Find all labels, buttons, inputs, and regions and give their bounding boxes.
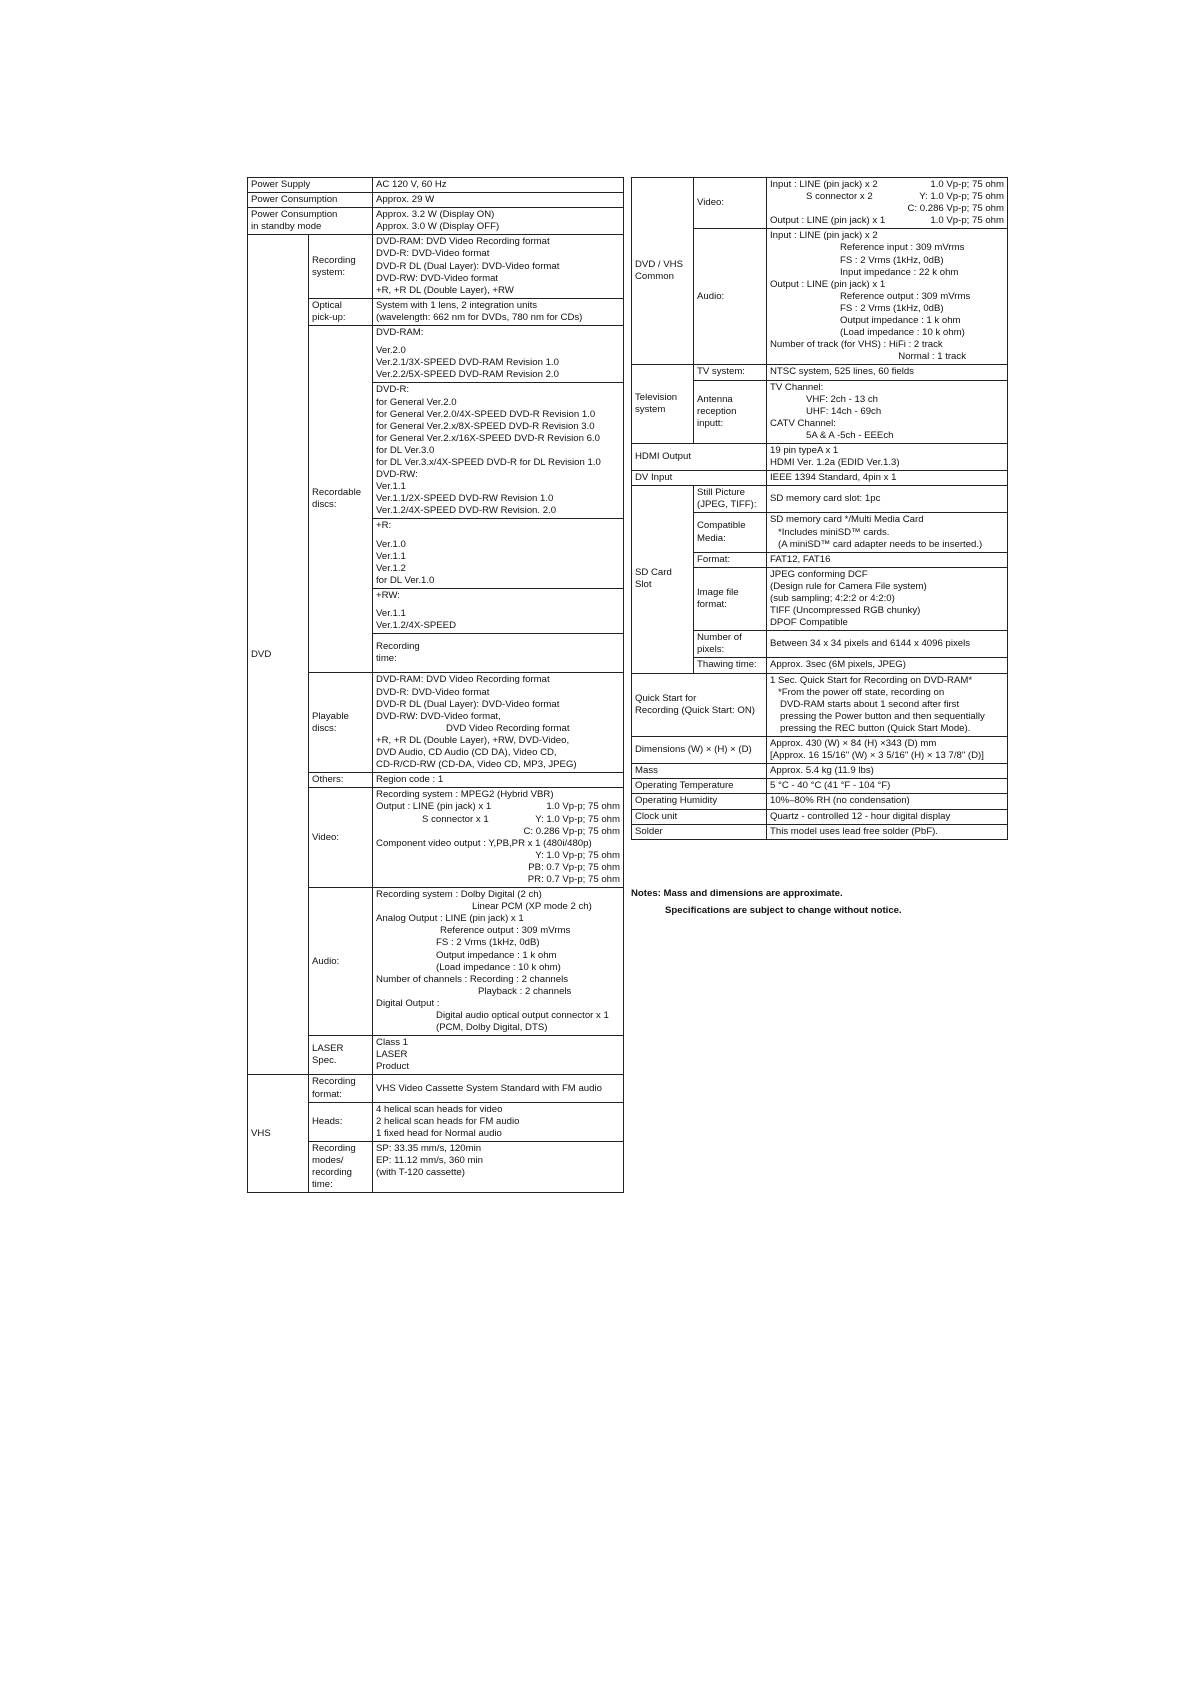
text-line: Digital Output : — [376, 997, 440, 1009]
text-line: Output : LINE (pin jack) x 1 — [770, 278, 886, 290]
text-line — [770, 179, 1004, 191]
text-line: DVD-RW: — [376, 469, 418, 481]
label-optical — [309, 298, 373, 325]
label-vhs-heads: Heads: — [309, 1102, 373, 1141]
label-antenna — [694, 380, 767, 443]
label-optical-2: pick-up: — [312, 311, 346, 323]
row-power-consumption — [248, 193, 624, 208]
text-line: SD Card — [635, 567, 672, 579]
text-line: [Approx. 16 15/16" (W) × 3 5/16" (H) × 13 7/8" (D)] — [770, 750, 984, 762]
value-playable — [373, 673, 624, 773]
text-line: pressing the REC button (Quick Start Mode). — [780, 722, 971, 734]
text-line: system — [635, 404, 666, 416]
text-line: for General Ver.2.0 — [376, 396, 457, 408]
text-line: DVD-R: DVD-Video format — [376, 248, 490, 260]
text-line: Recording system : MPEG2 (Hybrid VBR) — [376, 789, 554, 801]
text-line: for General Ver.2.0/4X-SPEED DVD-R Revision 1.0 — [376, 408, 596, 420]
text-line: Recording system : Dolby Digital (2 ch) — [376, 889, 542, 901]
row-tv-system — [632, 365, 1008, 380]
text-line: Ver.1.1 — [376, 550, 406, 562]
value-antenna — [767, 380, 1008, 443]
text-line: (A miniSD™ card adapter needs to be inserted.) — [778, 538, 983, 550]
value-solder: This model uses lead free solder (PbF). — [767, 824, 1008, 839]
label-image-file — [694, 567, 767, 630]
value-vhs-rec-format: VHS Video Cassette System Standard with FM audio — [373, 1075, 624, 1102]
label-recordable-2: discs: — [312, 499, 337, 511]
label-recording-time — [373, 634, 624, 673]
label-video: Video: — [309, 788, 373, 888]
text-line: Input : LINE (pin jack) x 2 — [770, 230, 878, 242]
text-line: TIFF (Uncompressed RGB chunky) — [770, 605, 921, 617]
text-line: C: 0.286 Vp-p; 75 ohm — [907, 203, 1004, 215]
label-recording-time-1: Recording — [376, 641, 420, 653]
text-line: (PCM, Dolby Digital, DTS) — [436, 1022, 548, 1034]
text-line: Component video output : Y,PB,PR x 1 (480i/480p) — [376, 837, 592, 849]
label-recording-system-1: Recording — [312, 254, 356, 266]
text-line: (Design rule for Camera File system) — [770, 580, 927, 592]
value-others: Region code : 1 — [373, 773, 624, 788]
label-hdmi: HDMI Output — [632, 443, 767, 470]
text-line: DVD-R: — [376, 384, 410, 396]
text-line: DVD Video Recording format — [446, 722, 570, 734]
value-standby — [373, 208, 624, 235]
value-recording-system — [373, 235, 624, 298]
text-line: Recording (Quick Start: ON) — [635, 704, 755, 716]
text-line: Ver.1.1/2X-SPEED DVD-RW Revision 1.0 — [376, 493, 554, 505]
value-dimensions — [767, 737, 1008, 764]
value-video — [373, 788, 624, 888]
text-line: modes/ — [312, 1155, 344, 1167]
text-line: DVD-RAM: DVD Video Recording format — [376, 674, 550, 686]
label-sd-card — [632, 486, 694, 673]
value-recordable-plusr — [373, 519, 624, 588]
row-hdmi — [632, 443, 1008, 470]
text-line: 19 pin typeA x 1 — [770, 444, 839, 456]
row-solder — [632, 824, 1008, 839]
text-line: DVD / VHS — [635, 259, 683, 271]
text-line: (sub sampling; 4:2:2 or 4:2:0) — [770, 593, 895, 604]
label-power-supply: Power Supply — [248, 178, 373, 193]
text-line: for General Ver.2.x/8X-SPEED DVD-R Revision 3.0 — [376, 420, 595, 432]
text-line: Ver.2.0 — [376, 345, 406, 357]
label-clock: Clock unit — [632, 809, 767, 824]
text-line: Recording — [312, 1142, 356, 1154]
label-audio: Audio: — [309, 888, 373, 1036]
label-others: Others: — [309, 773, 373, 788]
text-line: Ver.2.1/3X-SPEED DVD-RAM Revision 1.0 — [376, 357, 559, 369]
value-standby-1: Approx. 3.2 W (Display ON) — [376, 209, 495, 221]
text-line: DVD-RW: DVD-Video format, — [376, 710, 501, 722]
text-line: DVD Audio, CD Audio (CD DA), Video CD, — [376, 747, 557, 759]
value-op-humidity: 10%–80% RH (no condensation) — [767, 794, 1008, 809]
row-recording-system — [248, 235, 624, 298]
text-line: Ver.1.1 — [376, 481, 406, 493]
text-line: +R: — [376, 520, 392, 532]
row-op-temp — [632, 779, 1008, 794]
label-playable-1: Playable — [312, 710, 349, 722]
value-vhs-modes — [373, 1141, 624, 1192]
row-standby — [248, 208, 624, 235]
label-standby-2: in standby mode — [251, 221, 322, 233]
text-line: Linear PCM (XP mode 2 ch) — [472, 901, 592, 913]
label-recording-system-2: system: — [312, 266, 346, 278]
label-op-temp: Operating Temperature — [632, 779, 767, 794]
value-tv-system: NTSC system, 525 lines, 60 fields — [767, 365, 1008, 380]
spec-table-left — [247, 177, 624, 1193]
text-line: TV Channel: — [770, 381, 824, 393]
label-solder: Solder — [632, 824, 767, 839]
text-part: Output : LINE (pin jack) x 1 — [770, 215, 886, 227]
value-thawing: Approx. 3sec (6M pixels, JPEG) — [767, 658, 1008, 673]
text-line: +R, +R DL (Double Layer), +RW, DVD-Video, — [376, 734, 570, 746]
text-line: Quick Start for — [635, 692, 697, 704]
text-line: Recording — [312, 1076, 356, 1088]
row-op-humidity — [632, 794, 1008, 809]
label-standby-1: Power Consumption — [251, 209, 338, 221]
text-line: Ver.1.1 — [376, 608, 406, 619]
text-line: DVD-RAM: DVD Video Recording format — [376, 236, 550, 248]
text-line: Ver.1.0 — [376, 538, 406, 550]
row-dv-input — [632, 471, 1008, 486]
value-audio — [373, 888, 624, 1036]
label-vhs: VHS — [248, 1075, 309, 1193]
text-line: Number of channels : Recording : 2 channels — [376, 973, 568, 985]
label-recordable-1: Recordable — [312, 487, 362, 499]
text-part: 1.0 Vp-p; 75 ohm — [930, 179, 1004, 190]
text-line: Input impedance : 22 k ohm — [840, 266, 959, 278]
text-line: 1 fixed head for Normal audio — [376, 1127, 502, 1139]
text-line: format: — [697, 599, 727, 611]
value-op-temp: 5 °C - 40 °C (41 °F - 104 °F) — [767, 779, 1008, 794]
text-line: Normal : 1 track — [898, 351, 966, 363]
text-line: Playback : 2 channels — [478, 985, 572, 997]
label-optical-1: Optical — [312, 299, 342, 311]
text-line: DVD-RAM: — [376, 327, 424, 339]
text-part: Output : LINE (pin jack) x 1 — [376, 801, 492, 813]
text-line: FS : 2 Vrms (1kHz, 0dB) — [840, 254, 944, 266]
value-recordable-plusrw — [373, 588, 624, 633]
label-laser-1: LASER — [312, 1043, 344, 1055]
text-line: Output impedance : 1 k ohm — [840, 315, 961, 327]
text-line: DVD-R DL (Dual Layer): DVD-Video format — [376, 698, 560, 710]
value-optical — [373, 298, 624, 325]
text-line: *Includes miniSD™ cards. — [778, 526, 890, 538]
text-line: inputt: — [697, 417, 724, 429]
text-line: (Load impedance : 10 k ohm) — [436, 961, 561, 973]
label-tv-system: TV system: — [694, 365, 767, 380]
text-line: UHF: 14ch - 69ch — [806, 405, 882, 417]
text-part: 1.0 Vp-p; 75 ohm — [930, 215, 1004, 227]
label-quick-start — [632, 673, 767, 736]
text-line: 5A & A -5ch - EEEch — [806, 429, 894, 441]
notes-line-2: Specifications are subject to change without notice. — [665, 905, 902, 916]
value-power-consumption: Approx. 29 W — [373, 193, 624, 208]
text-line: PB: 0.7 Vp-p; 75 ohm — [528, 861, 621, 873]
text-line: Output impedance : 1 k ohm — [436, 949, 557, 961]
text-line: Television — [635, 392, 678, 404]
text-line: Analog Output : LINE (pin jack) x 1 — [376, 913, 524, 925]
row-quick-start — [632, 673, 1008, 736]
label-vhs-rec-format — [309, 1075, 373, 1102]
text-line — [770, 191, 1004, 203]
label-format: Format: — [694, 552, 767, 567]
text-line: 2 helical scan heads for FM audio — [376, 1115, 520, 1127]
text-line: Ver.1.2/4X-SPEED DVD-RW Revision. 2.0 — [376, 505, 557, 517]
text-line — [376, 814, 620, 826]
value-image-file — [767, 567, 1008, 630]
notes-line-1: Notes: Mass and dimensions are approximate. — [631, 888, 843, 899]
text-line: 1 Sec. Quick Start for Recording on DVD-RAM* — [770, 674, 973, 686]
value-quick-start — [767, 673, 1008, 736]
row-common-video — [632, 178, 1008, 229]
text-line: CATV Channel: — [770, 417, 836, 429]
text-line: for DL Ver.3.x/4X-SPEED DVD-R for DL Revision 1.0 — [376, 456, 601, 468]
label-television — [632, 365, 694, 444]
text-line: VHF: 2ch - 13 ch — [806, 393, 878, 405]
text-line: Slot — [635, 579, 652, 591]
text-line: Image file — [697, 586, 739, 598]
text-line: Y: 1.0 Vp-p; 75 ohm — [535, 849, 621, 861]
label-thawing: Thawing time: — [694, 658, 767, 673]
row-power-supply — [248, 178, 624, 193]
text-line — [770, 215, 1004, 227]
text-line: 4 helical scan heads for video — [376, 1103, 503, 1115]
value-still-picture: SD memory card slot: 1pc — [767, 486, 1008, 513]
text-part: Y: 1.0 Vp-p; 75 ohm — [919, 191, 1004, 203]
text-line: Ver.1.2 — [376, 562, 406, 574]
text-line: Media: — [697, 532, 726, 544]
row-still-picture — [632, 486, 1008, 513]
value-compatible-media — [767, 513, 1008, 552]
label-op-humidity: Operating Humidity — [632, 794, 767, 809]
text-line: Product — [376, 1061, 410, 1073]
text-line: Ver.1.2/4X-SPEED — [376, 620, 457, 632]
label-pixels — [694, 631, 767, 658]
text-line: for DL Ver.3.0 — [376, 444, 435, 456]
value-pixels: Between 34 x 34 pixels and 6144 x 4096 pixels — [767, 631, 1008, 658]
text-line: DVD-RAM starts about 1 second after first — [780, 698, 960, 710]
label-common-audio: Audio: — [694, 229, 767, 365]
value-dv-input: IEEE 1394 Standard, 4pin x 1 — [767, 471, 1008, 486]
value-hdmi — [767, 443, 1008, 470]
text-line: for General Ver.2.x/16X-SPEED DVD-R Revision 6.0 — [376, 432, 600, 444]
text-line: (Load impedance : 10 k ohm) — [840, 327, 965, 339]
label-recording-system — [309, 235, 373, 298]
label-dv-input: DV Input — [632, 471, 767, 486]
text-line: Approx. 430 (W) × 84 (H) ×343 (D) mm — [770, 738, 937, 750]
text-part: S connector x 1 — [422, 813, 489, 825]
text-line: pixels: — [697, 644, 725, 656]
text-line: Reference output : 309 mVrms — [840, 290, 971, 302]
text-line: (JPEG, TIFF): — [697, 499, 757, 511]
text-line: (with T-120 cassette) — [376, 1167, 465, 1179]
text-line: DVD-R: DVD-Video format — [376, 686, 490, 698]
text-line: SD memory card */Multi Media Card — [770, 514, 924, 526]
text-line: pressing the Power button and then sequentially — [780, 710, 985, 722]
text-line: Still Picture — [697, 487, 745, 499]
text-line: Compatible — [697, 520, 746, 532]
spec-table-right — [631, 177, 1008, 840]
text-line: PR: 0.7 Vp-p; 75 ohm — [527, 873, 621, 885]
row-mass — [632, 764, 1008, 779]
text-line: FS : 2 Vrms (1kHz, 0dB) — [840, 302, 944, 314]
text-line: C: 0.286 Vp-p; 75 ohm — [523, 825, 621, 837]
label-recording-time-2: time: — [376, 653, 397, 665]
label-laser-2: Spec. — [312, 1055, 337, 1067]
value-standby-2: Approx. 3.0 W (Display OFF) — [376, 221, 500, 233]
text-line: Class 1 — [376, 1037, 409, 1049]
row-vhs-rec-format — [248, 1075, 624, 1102]
row-clock — [632, 809, 1008, 824]
text-line: FS : 2 Vrms (1kHz, 0dB) — [436, 937, 540, 949]
label-playable — [309, 673, 373, 773]
value-common-audio — [767, 229, 1008, 365]
text-line: EP: 11.12 mm/s, 360 min — [376, 1155, 484, 1167]
text-line: *From the power off state, recording on — [778, 686, 945, 698]
label-common-video: Video: — [694, 178, 767, 229]
text-line: JPEG conforming DCF — [770, 568, 868, 580]
label-dvd: DVD — [248, 235, 309, 1075]
text-line: DVD-R DL (Dual Layer): DVD-Video format — [376, 260, 560, 272]
label-still-picture — [694, 486, 767, 513]
text-line: DPOF Compatible — [770, 617, 848, 629]
text-line: Reference input : 309 mVrms — [840, 242, 965, 254]
text-line: for DL Ver.1.0 — [376, 574, 435, 586]
text-line: CD-R/CD-RW (CD-DA, Video CD, MP3, JPEG) — [376, 759, 577, 771]
text-line: Number of track (for VHS) : HiFi : 2 track — [770, 339, 943, 351]
label-power-consumption: Power Consumption — [248, 193, 373, 208]
label-recordable — [309, 326, 373, 673]
text-line — [376, 801, 620, 813]
text-line: SP: 33.35 mm/s, 120min — [376, 1142, 482, 1154]
label-compatible-media — [694, 513, 767, 552]
text-line: HDMI Ver. 1.2a (EDID Ver.1.3) — [770, 457, 900, 469]
text-line: Antenna — [697, 393, 733, 405]
value-format: FAT12, FAT16 — [767, 552, 1008, 567]
label-standby — [248, 208, 373, 235]
text-part: Input : LINE (pin jack) x 2 — [770, 179, 878, 190]
label-vhs-modes — [309, 1141, 373, 1192]
text-line: +RW: — [376, 589, 400, 601]
text-line: reception — [697, 405, 737, 417]
value-clock: Quartz - controlled 12 - hour digital display — [767, 809, 1008, 824]
text-line: time: — [312, 1179, 333, 1191]
value-recordable-dvdr — [373, 383, 624, 519]
label-dimensions: Dimensions (W) × (H) × (D) — [632, 737, 767, 764]
text-line: format: — [312, 1088, 342, 1100]
text-line: DVD-RW: DVD-Video format — [376, 272, 499, 284]
text-line: Ver.2.2/5X-SPEED DVD-RAM Revision 2.0 — [376, 369, 559, 381]
text-part: S connector x 2 — [806, 191, 873, 203]
text-line: System with 1 lens, 2 integration units — [376, 299, 538, 311]
label-dvd-vhs-common — [632, 178, 694, 365]
label-mass: Mass — [632, 764, 767, 779]
row-dimensions — [632, 737, 1008, 764]
text-line: LASER — [376, 1049, 408, 1061]
value-mass: Approx. 5.4 kg (11.9 lbs) — [767, 764, 1008, 779]
label-playable-2: discs: — [312, 722, 337, 734]
value-vhs-heads — [373, 1102, 624, 1141]
text-line: Digital audio optical output connector x 1 — [436, 1010, 609, 1021]
value-power-supply: AC 120 V, 60 Hz — [373, 178, 624, 193]
text-part: Y: 1.0 Vp-p; 75 ohm — [535, 813, 621, 825]
value-recordable-dvdram — [373, 326, 624, 383]
text-part: 1.0 Vp-p; 75 ohm — [546, 801, 621, 813]
text-line: Reference output : 309 mVrms — [440, 925, 571, 937]
text-line: Common — [635, 271, 674, 283]
text-line: (wavelength: 662 nm for DVDs, 780 nm for CDs) — [376, 311, 583, 323]
notes — [631, 885, 902, 919]
label-laser — [309, 1036, 373, 1075]
value-common-video — [767, 178, 1008, 229]
text-line: Number of — [697, 632, 742, 644]
text-line: +R, +R DL (Double Layer), +RW — [376, 284, 514, 296]
text-line: recording — [312, 1167, 352, 1179]
label-laser-class — [373, 1036, 624, 1075]
